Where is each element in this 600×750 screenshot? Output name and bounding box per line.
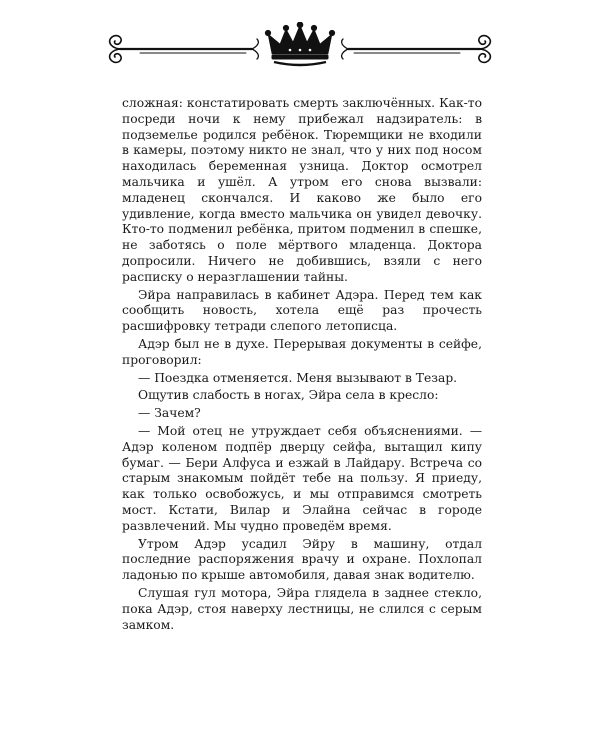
paragraph: Слушая гул мотора, Эйра глядела в заднее стекло, пока Адэр, стоя наверху лестницы, не слился с серым замком. [122,585,482,632]
left-flourish [110,36,259,63]
crown-icon [265,22,334,65]
paragraph: Утром Адэр усадил Эйру в машину, отдал последние распоряжения врачу и охране. Похлопал ладонью по крыше автомобиля, давая знак водителю. [122,536,482,583]
right-flourish [342,36,491,63]
crown-ornament-header [100,22,500,72]
paragraph: Эйра направилась в кабинет Адэра. Перед тем как сообщить новость, хотела ещё раз прочесть расшифровку тетради слепого летописца. [122,287,482,334]
body-text [122,96,482,635]
dialogue-line: — Мой отец не утруждает себя объяснениями. — Адэр коленом подпёр дверцу сейфа, вытащил кипу бумаг. — Бери Алфуса и езжай в Лайдару. Встреча со старым знакомым пойдёт тебе на пользу. Я приеду, как только освобожусь, и мы отправимся смотреть мост. Кстати, Вилар и Элайна сейчас в городе развлечений. Мы чудно проведём время. [122,423,482,533]
paragraph: Ощутив слабость в ногах, Эйра села в кресло: [138,388,439,403]
paragraph: сложная: констатировать смерть заключённых. Как-то посреди ночи к нему прибежал надзиратель: в подземелье родился ребёнок. Тюремщики не входили в камеры, поэтому никто не знал, что у них под носом находилась беременная узница. Доктор осмотрел мальчика и ушёл. А утром его снова вызвали: младенец скончался. И каково же было его удивление, когда вместо мальчика он увидел девочку. Кто-то подменил ребёнка, притом подменил в спешке, не заботясь о поле мёртвого младенца. Доктора допросили. Ничего не добившись, взяли с него расписку о неразглашении тайны. [122,96,482,284]
dialogue-line: — Поездка отменяется. Меня вызывают в Тезар. [138,370,458,385]
dialogue-line: — Зачем? [138,406,201,421]
paragraph: Адэр был не в духе. Перерывая документы в сейфе, проговорил: [122,336,482,367]
